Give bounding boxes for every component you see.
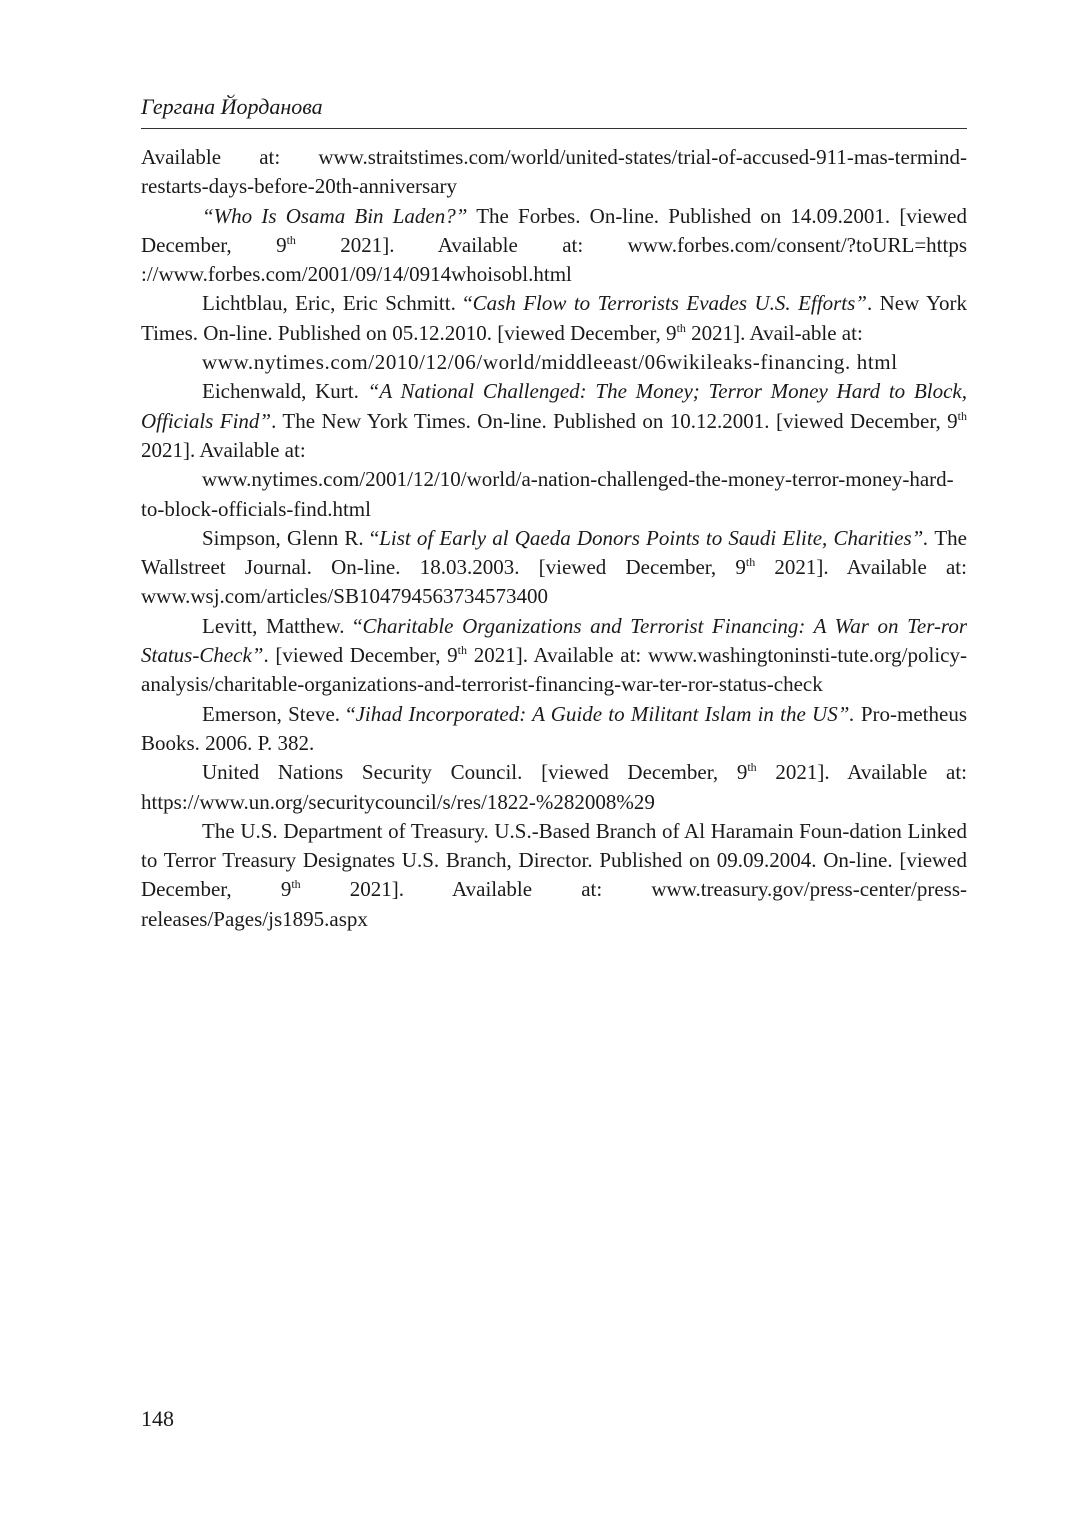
reference-text: www.nytimes.com/2001/12/10/world/a-nation-challenged-the-money-terror-money-hard-to-block-officials-find.html xyxy=(141,467,954,521)
reference-title: Charitable Organizations and Terrorist Financing: A War on Ter-ror Status-Check” xyxy=(141,613,967,668)
reference-entry xyxy=(141,612,967,700)
running-header: Гергана Йорданова xyxy=(141,92,967,129)
reference-title: Jihad Incorporated: A Guide to Militant Islam in the US”. xyxy=(355,701,855,726)
ordinal-superscript: th xyxy=(676,320,686,335)
reference-text: Emerson, Steve. “ xyxy=(202,701,356,726)
ordinal-superscript: th xyxy=(457,643,467,658)
reference-text: 2021]. Avail-able at: xyxy=(685,320,863,345)
reference-text: United Nations Security Council. [viewed December, 9 xyxy=(202,760,748,785)
ordinal-superscript: th xyxy=(286,232,296,247)
reference-text: 2021]. Available at: https://www.un.org/securitycouncil/s/res/1822-%282008%29 xyxy=(141,760,967,814)
reference-list xyxy=(141,143,967,934)
reference-entry xyxy=(141,758,967,817)
reference-text: 2021]. Available at: www.wsj.com/articles/SB104794563734573400 xyxy=(141,555,967,609)
ordinal-superscript: th xyxy=(291,877,301,892)
reference-text: . The New York Times. On-line. Published on 10.12.2001. [viewed December, 9 xyxy=(271,408,958,433)
reference-entry xyxy=(141,143,967,202)
reference-text: The Wallstreet Journal. On-line. 18.03.2003. [viewed December, 9 xyxy=(141,525,968,580)
ordinal-superscript: th xyxy=(745,555,756,570)
reference-entry xyxy=(141,289,967,348)
reference-entry xyxy=(141,700,967,759)
reference-text: www.nytimes.com/2010/12/06/world/middleeast/06wikileaks-financing. html xyxy=(202,350,898,375)
reference-entry xyxy=(141,524,967,612)
reference-text: Levitt, Matthew. “ xyxy=(202,613,363,638)
reference-text: Eichenwald, Kurt. xyxy=(202,379,368,404)
reference-text: Lichtblau, Eric, Eric Schmitt. “ xyxy=(202,291,473,316)
reference-entry xyxy=(141,817,967,934)
reference-text: . New York Times. On-line. Published on 05.12.2010. [viewed December, 9 xyxy=(141,291,967,345)
ordinal-superscript: th xyxy=(747,760,757,775)
reference-title: “A National Challenged: The Money; Terror Money Hard to Block, Officials Find” xyxy=(141,379,968,433)
reference-text: . [viewed December, 9 xyxy=(263,643,458,668)
page-number: 148 xyxy=(141,1406,174,1431)
reference-title: Cash Flow to Terrorists Evades U.S. Efforts” xyxy=(472,291,867,316)
reference-text: 2021]. Available at: www.washingtoninsti-tute.org/policy-analysis/charitable-organizations-and-terrorist-financing-war-ter-ror-status-check xyxy=(141,643,967,697)
reference-entry xyxy=(141,377,967,465)
reference-title: “Who Is Osama Bin Laden?” xyxy=(202,203,468,228)
reference-entry xyxy=(141,348,967,377)
reference-entry xyxy=(141,465,967,524)
reference-text: Available at: www.straitstimes.com/world/united-states/trial-of-accused-911-mas-termind-restarts-days-before-20th-anniversary xyxy=(141,145,967,199)
reference-text: 2021]. Available at: xyxy=(141,437,306,462)
reference-title: List of Early al Qaeda Donors Points to Saudi Elite, Charities”. xyxy=(379,525,929,550)
reference-text: The U.S. Department of Treasury. U.S.-Based Branch of Al Haramain Foun-dation Linked to Terror Treasury Designates U.S. Branch, Director. Published on 09.09.2004. On-line. [viewed December, 9 xyxy=(141,818,967,902)
reference-text: 2021]. Available at: www.treasury.gov/press-center/press-releases/Pages/js1895.aspx xyxy=(141,877,967,931)
reference-text: 2021]. Available at: www.forbes.com/consent/?toURL=https ://www.forbes.com/2001/09/14/0914whoisobl.html xyxy=(141,232,968,287)
ordinal-superscript: th xyxy=(957,408,967,423)
reference-text: Pro-metheus Books. 2006. P. 382. xyxy=(141,701,967,755)
reference-entry xyxy=(141,202,967,290)
reference-text: The Forbes. On-line. Published on 14.09.2001. [viewed December, 9 xyxy=(141,203,968,257)
reference-text: Simpson, Glenn R. “ xyxy=(202,525,380,550)
